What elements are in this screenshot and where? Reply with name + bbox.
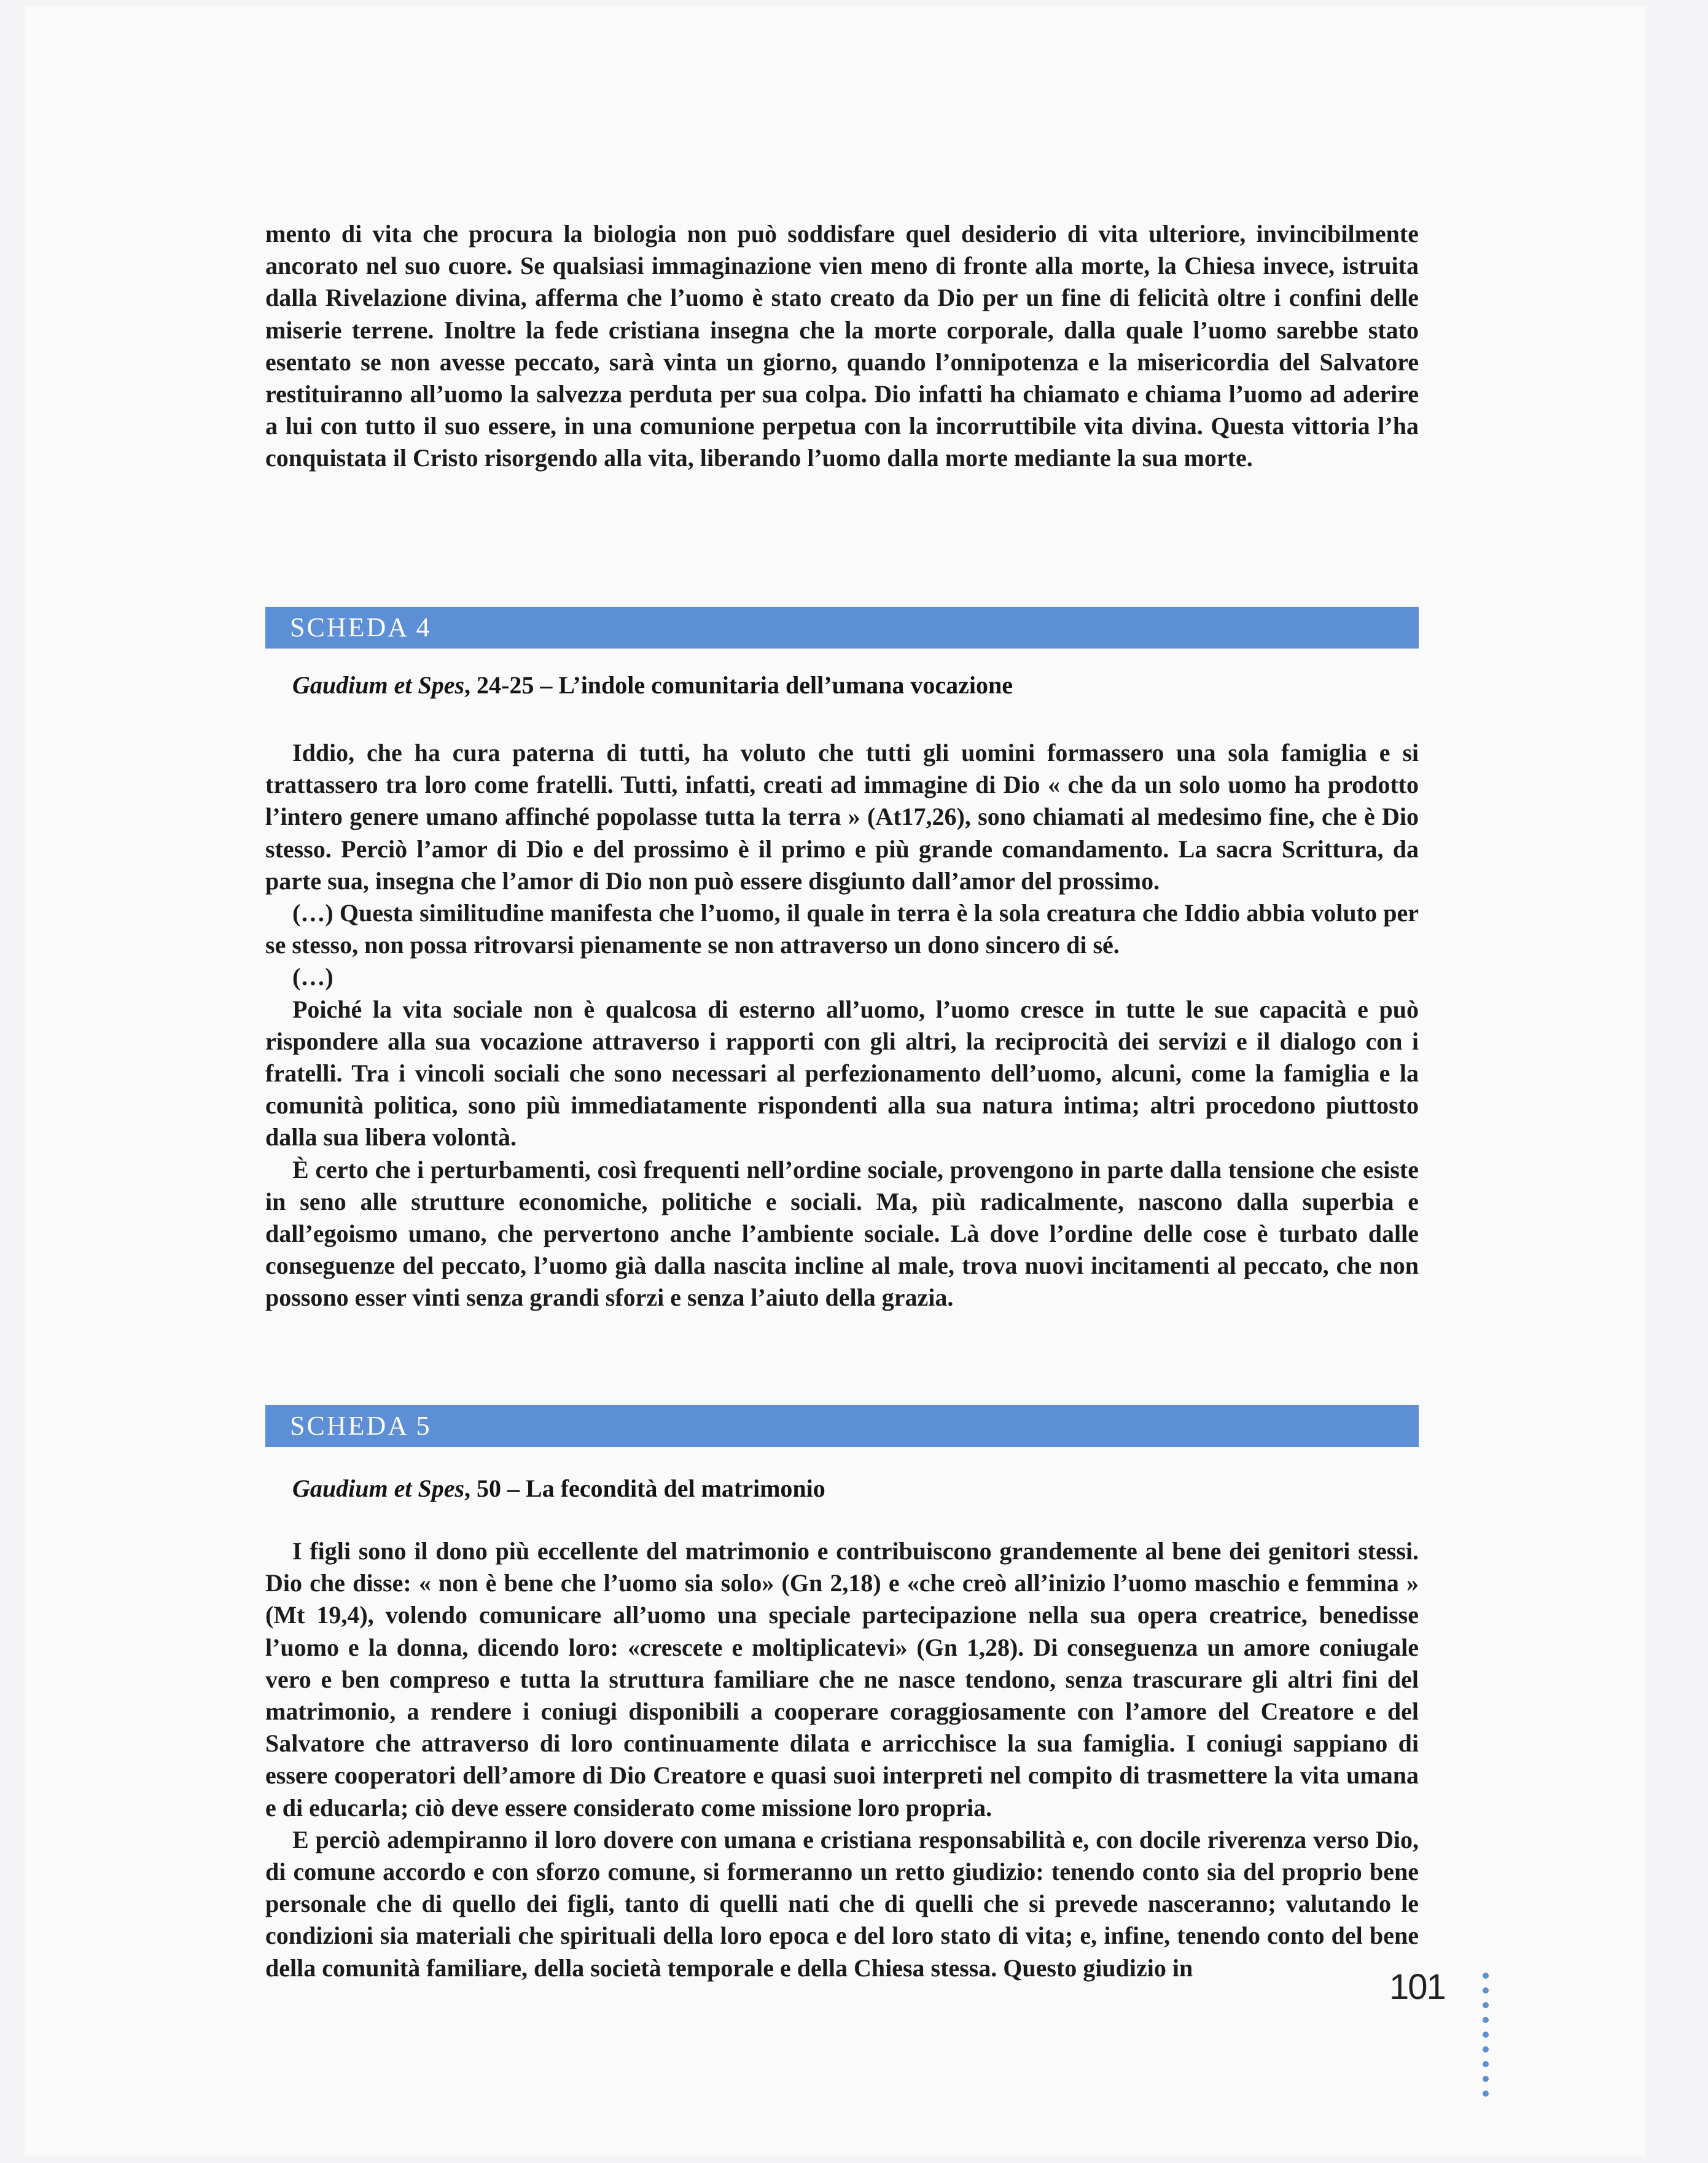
decorative-dot	[1483, 2046, 1489, 2052]
page-number: 101	[1389, 1967, 1445, 2007]
scheda-5-heading-title: , 50 – La fecondità del matrimonio	[464, 1475, 825, 1502]
decorative-dot	[1483, 2017, 1489, 2023]
scheda-5-paragraph-2: E perciò adempiranno il loro dovere con umana e cristiana responsabilità e, con docile riverenza verso Dio, di comune accordo e con sforzo comune, si formeranno un retto giudizio: tenendo conto sia del proprio bene personale che di quello dei figli, tanto di quelli nati che di quelli che si prevede nasceranno; valutando le condizioni sia materiali che spirituali della loro epoca e del loro stato di vita; e, infine, tenendo conto del bene della comunità familiare, della società temporale e della Chiesa stessa. Questo giudizio in	[265, 1825, 1419, 1982]
scheda-4-banner	[265, 607, 1419, 649]
scheda-4-paragraph-1: Iddio, che ha cura paterna di tutti, ha voluto che tutti gli uomini formassero una sola famiglia e si trattassero tra loro come fratelli. Tutti, infatti, creati ad immagine di Dio « che da un solo uomo ha prodotto l’intero genere umano affinché popolasse tutta la terra » (At17,26), sono chiamati al medesimo fine, che è Dio stesso. Perciò l’amor di Dio e del prossimo è il primo e più grande comandamento. La sacra Scrittura, da parte sua, insegna che l’amor di Dio non può essere disgiunto dall’amor del prossimo.	[265, 739, 1419, 895]
scheda-4-heading-title: , 24-25 – L’indole comunitaria dell’umana vocazione	[464, 671, 1013, 699]
decorative-dot	[1483, 2032, 1489, 2038]
scheda-4-paragraph-4: È certo che i perturbamenti, così frequenti nell’ordine sociale, provengono in parte dalla tensione che esiste in seno alle strutture economiche, politiche e sociali. Ma, più radicalmente, nascono dalla superbia e dall’egoismo umano, che pervertono anche l’ambiente sociale. Là dove l’ordine delle cose è turbato dalle conseguenze del peccato, l’uomo già dalla nascita incline al male, trova nuovi incitamenti al peccato, che non possono esser vinti senza grandi sforzi e senza l’aiuto della grazia.	[265, 1155, 1419, 1312]
scheda-4-label: SCHEDA 4	[290, 612, 432, 642]
scheda-4-heading	[292, 671, 1013, 700]
decorative-dot	[1483, 2061, 1489, 2067]
scheda-5-paragraph-1: I figli sono il dono più eccellente del matrimonio e contribuiscono grandemente al bene dei genitori stessi. Dio che disse: « non è bene che l’uomo sia solo» (Gn 2,18) e «che creò all’inizio l’uomo maschio e femmina » (Mt 19,4), volendo comunicare all’uomo una speciale partecipazione nella sua opera creatrice, benedisse l’uomo e la donna, dicendo loro: «crescete e moltiplicatevi» (Gn 1,28). Di conseguenza un amore coniugale vero e ben compreso e tutta la struttura familiare che ne nasce tendono, senza trascurare gli altri fini del matrimonio, a rendere i coniugi disponibili a cooperare coraggiosamente con l’amore del Creatore e del Salvatore che attraverso di loro continuamente dilata e arricchisce la sua famiglia. I coniugi sappiano di essere cooperatori dell’amore di Dio Creatore e quasi suoi interpreti nel compito di trasmettere la vita umana e di educarla; ciò deve essere considerato come missione loro propria.	[265, 1537, 1419, 1822]
top-continuation	[265, 218, 1419, 475]
scheda-4-body	[265, 737, 1419, 1314]
decorative-dot	[1483, 2091, 1489, 2097]
top-paragraph: mento di vita che procura la biologia non può soddisfare quel desiderio di vita ulteriore, invincibilmente ancorato nel suo cuore. Se qualsiasi immaginazione vien meno di fronte alla morte, la Chiesa invece, istruita dalla Rivelazione divina, afferma che l’uomo è stato creato da Dio per un fine di felicità oltre i confini delle miserie terrene. Inoltre la fede cristiana insegna che la morte corporale, dalla quale l’uomo sarebbe stato esentato se non avesse peccato, sarà vinta un giorno, quando l’onnipotenza e la misericordia del Salvatore restituiranno all’uomo la salvezza perduta per sua colpa. Dio infatti ha chiamato e chiama l’uomo ad aderire a lui con tutto il suo essere, in una comunione perpetua con la incorruttibile vita divina. Questa vittoria l’ha conquistata il Cristo risorgendo alla vita, liberando l’uomo dalla morte mediante la sua morte.	[265, 220, 1419, 472]
scheda-4-paragraph-3: Poiché la vita sociale non è qualcosa di esterno all’uomo, l’uomo cresce in tutte le sue capacità e può rispondere alla sua vocazione attraverso i rapporti con gli altri, la reciprocità dei servizi e il dialogo con i fratelli. Tra i vincoli sociali che sono necessari al perfezionamento dell’uomo, alcuni, come la famiglia e la comunità politica, sono più immediatamente rispondenti alla sua natura intima; altri procedono piuttosto dalla sua libera volontà.	[265, 995, 1419, 1152]
scheda-5-heading	[292, 1474, 825, 1503]
scheda-5-body	[265, 1535, 1419, 1984]
scheda-5-heading-italic: Gaudium et Spes	[292, 1475, 465, 1502]
scheda-5-label: SCHEDA 5	[290, 1411, 432, 1441]
decorative-dot	[1483, 1973, 1489, 1979]
page-number-dots	[1483, 1973, 1489, 2105]
scheda-4-heading-italic: Gaudium et Spes	[292, 671, 465, 699]
scheda-5-banner	[265, 1405, 1419, 1447]
scheda-4-paragraph-2: (…) Questa similitudine manifesta che l’uomo, il quale in terra è la sola creatura che Iddio abbia voluto per se stesso, non possa ritrovarsi pienamente se non attraverso un dono sincero di sé.	[265, 899, 1419, 959]
decorative-dot	[1483, 2076, 1489, 2082]
decorative-dot	[1483, 2002, 1489, 2008]
decorative-dot	[1483, 1987, 1489, 1993]
scheda-4-ellipsis: (…)	[292, 963, 333, 991]
